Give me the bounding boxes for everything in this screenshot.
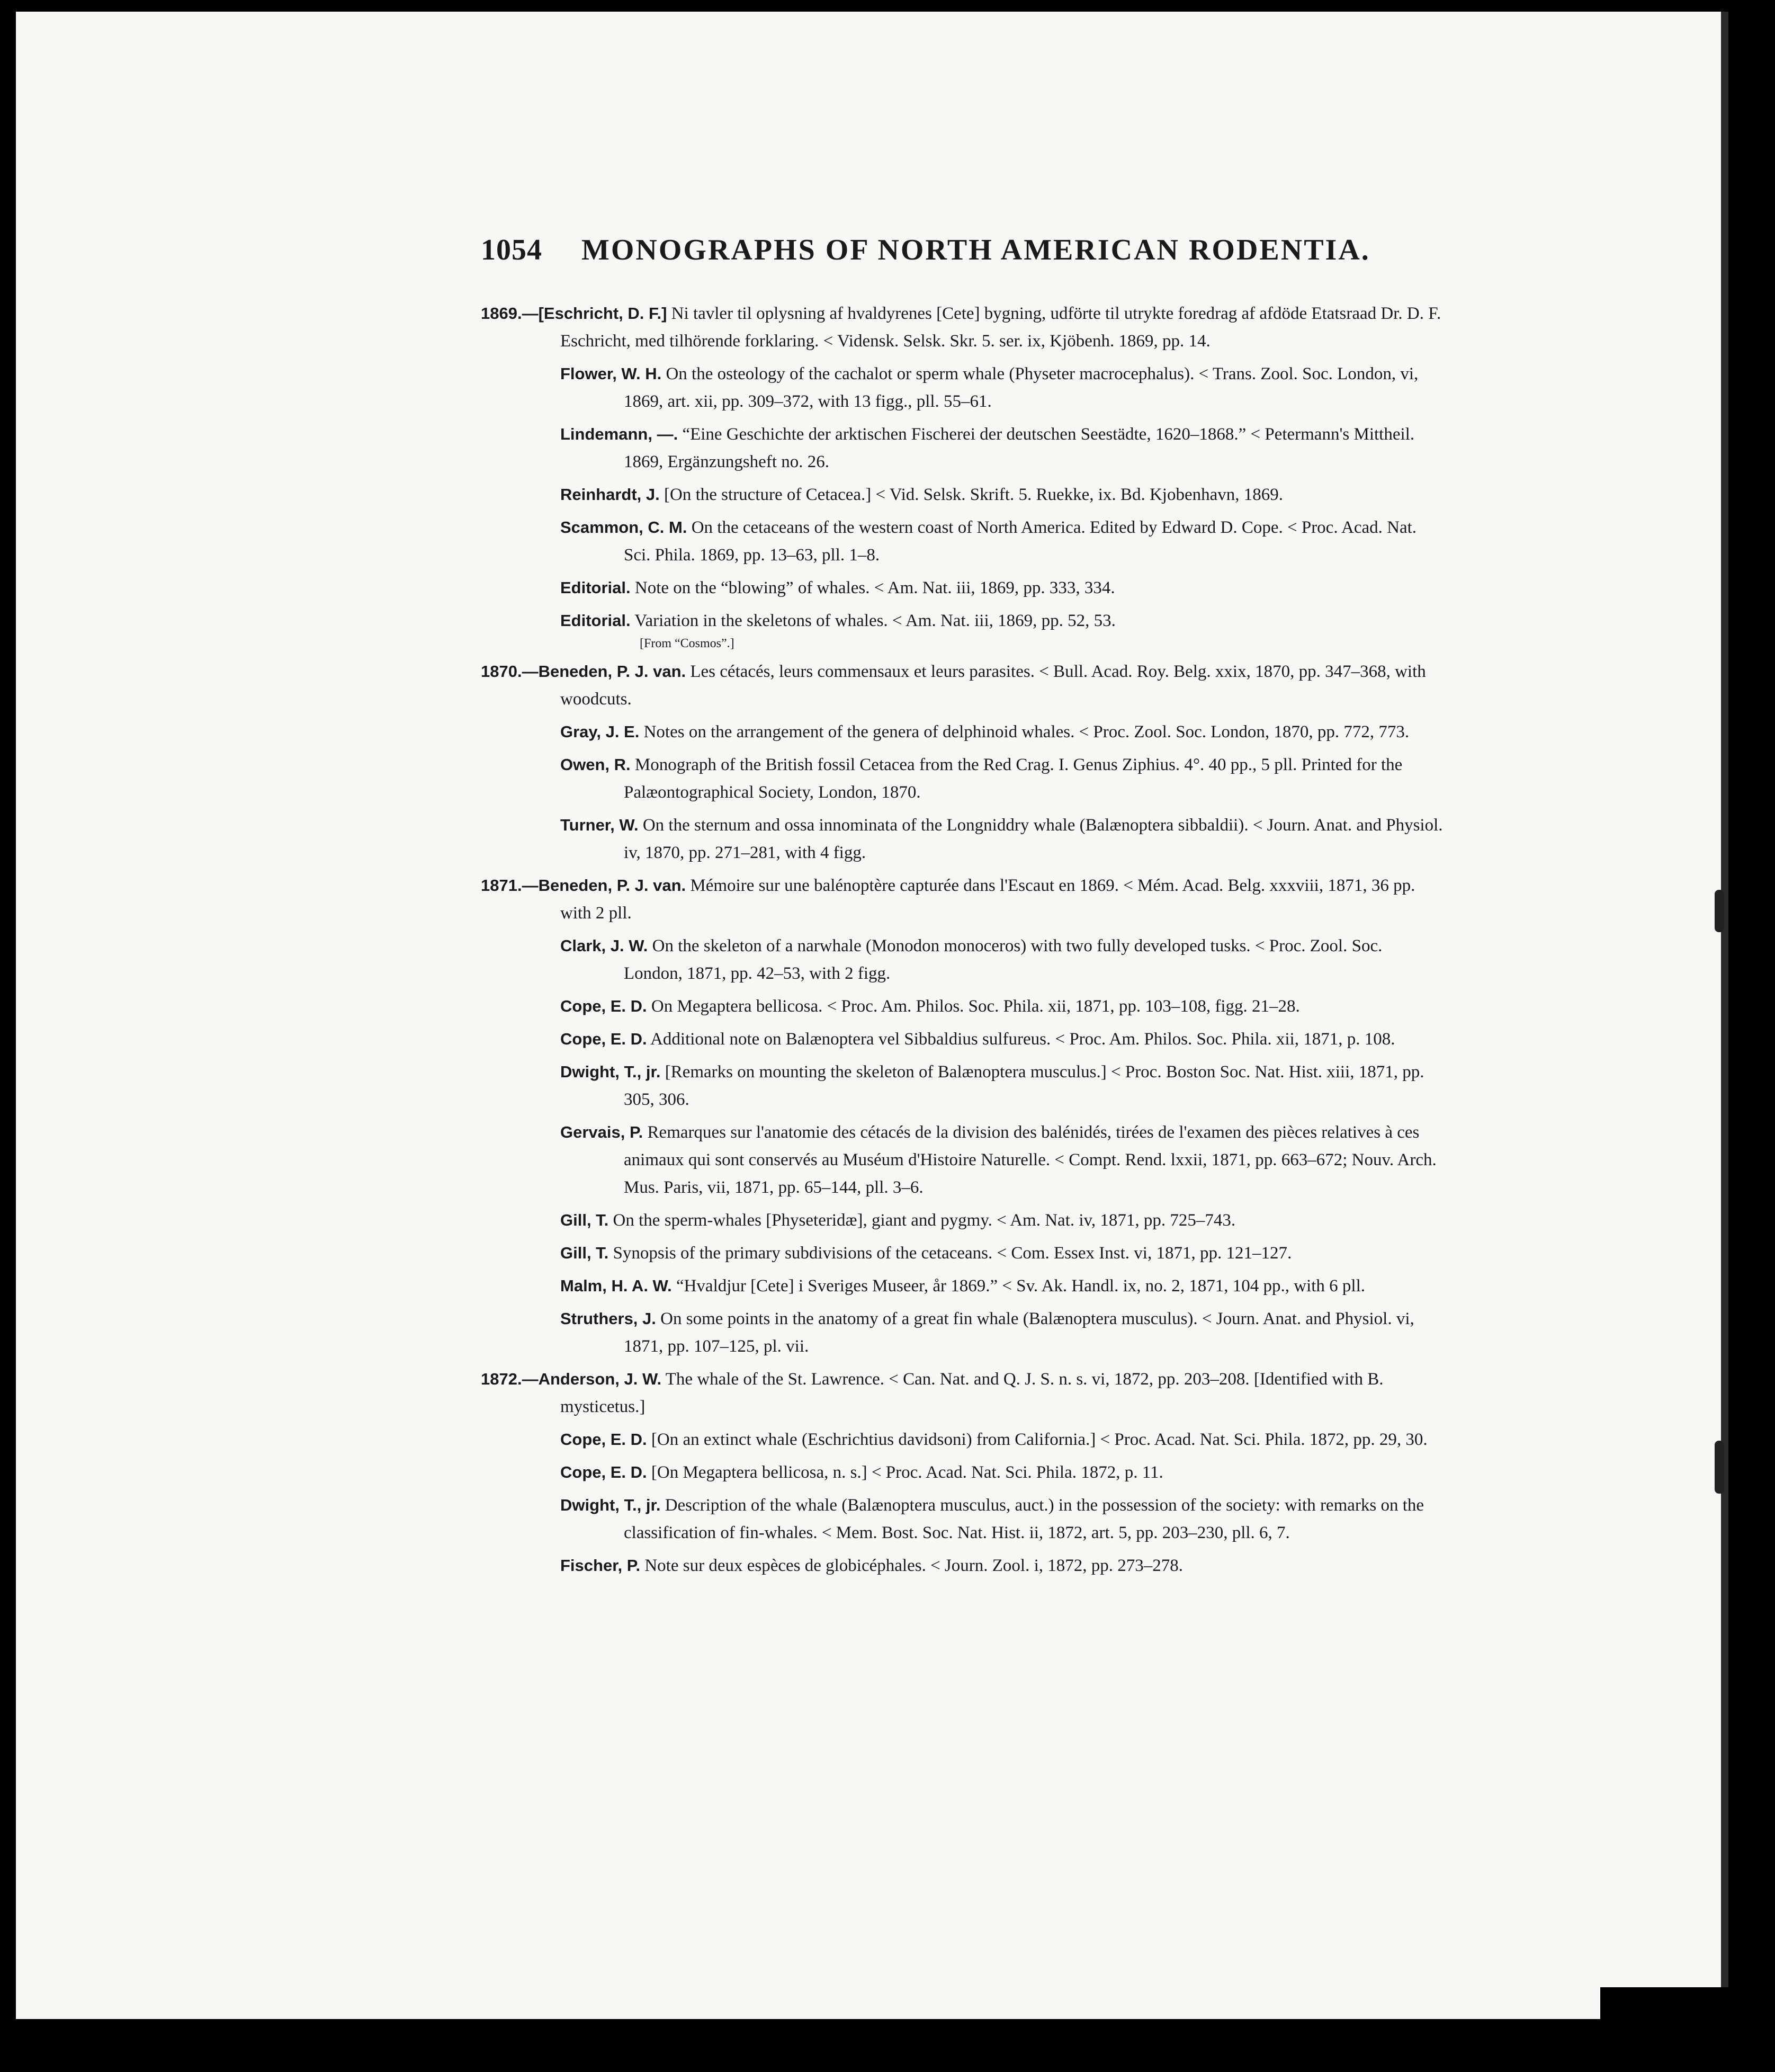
entry-author: Owen, R. (560, 755, 631, 774)
entry-reference: [Remarks on mounting the skeleton of Balænoptera musculus.] < Proc. Boston Soc. Nat. Hist. xiii, 1871, pp. 305, 306. (624, 1062, 1424, 1109)
entry-author: Gray, J. E. (560, 722, 640, 741)
entry-author: Editorial. (560, 611, 631, 630)
bibliography-entry (481, 1207, 1445, 1234)
entry-reference: On the osteology of the cachalot or sperm whale (Physeter macrocephalus). < Trans. Zool. Soc. London, vi, 1869, art. xii, pp. 309–372, with 13 figg., pll. 55–61. (624, 364, 1419, 411)
entry-reference: “Hvaldjur [Cete] i Sveriges Museer, år 1869.” < Sv. Ak. Handl. ix, no. 2, 1871, 104 pp., with 6 pll. (671, 1276, 1366, 1296)
entry-author: Cope, E. D. (560, 997, 647, 1015)
entry-reference: On the sperm-whales [Physeteridæ], giant and pygmy. < Am. Nat. iv, 1871, pp. 725–743. (608, 1211, 1236, 1230)
entry-reference: On the sternum and ossa innominata of the Longniddry whale (Balænoptera sibbaldii). < Journ. Anat. and Physiol. iv, 1870, pp. 271–281, with 4 figg. (624, 816, 1443, 862)
entry-author: Turner, W. (560, 816, 639, 834)
bibliography-entry (481, 1459, 1445, 1486)
bibliography-entry (481, 300, 1445, 355)
bibliography-entry (481, 932, 1445, 987)
bibliography-entry (481, 993, 1445, 1020)
entry-reference: [On an extinct whale (Eschrichtius davidsoni) from California.] < Proc. Acad. Nat. Sci. Phila. 1872, pp. 29, 30. (647, 1430, 1428, 1449)
entry-author: Cope, E. D. (560, 1030, 647, 1048)
entry-reference: Synopsis of the primary subdivisions of the cetaceans. < Com. Essex Inst. vi, 1871, pp. 121–127. (608, 1244, 1292, 1263)
entry-reference: Description of the whale (Balænoptera musculus, auct.) in the possession of the society: with remarks on the classification of fin-whales. < Mem. Bost. Soc. Nat. Hist. ii, 1872, art. 5, pp. 203–230, pll. 6, 7. (624, 1496, 1424, 1542)
entry-reference: Les cétacés, leurs commensaux et leurs parasites. < Bull. Acad. Roy. Belg. xxix, 1870, pp. 347–368, with woodcuts. (560, 662, 1426, 709)
entry-author: Gill, T. (560, 1244, 609, 1262)
entry-author: Cope, E. D. (560, 1430, 647, 1449)
entry-author: Reinhardt, J. (560, 485, 660, 504)
bibliography-entry (481, 481, 1445, 508)
running-title: MONOGRAPHS OF NORTH AMERICAN RODENTIA. (581, 234, 1370, 266)
entry-author: Cope, E. D. (560, 1463, 647, 1481)
page-edge-rule (1721, 12, 1728, 2024)
bibliography-entry (481, 1272, 1445, 1300)
scan-border (1600, 1987, 1733, 2046)
bibliography-entry (481, 1058, 1445, 1113)
entry-reference: Additional note on Balænoptera vel Sibbaldius sulfureus. < Proc. Am. Philos. Soc. Phila. xii, 1871, p. 108. (647, 1030, 1395, 1049)
entry-author: Anderson, J. W. (538, 1370, 662, 1388)
bibliography-entry (481, 574, 1445, 602)
entry-reference: [On Megaptera bellicosa, n. s.] < Proc. Acad. Nat. Sci. Phila. 1872, p. 11. (647, 1463, 1163, 1482)
entry-author: Dwight, T., jr. (560, 1062, 661, 1081)
entry-reference: Monograph of the British fossil Cetacea from the Red Crag. I. Genus Ziphius. 4°. 40 pp., 5 pll. Printed for the Palæontographical Society, London, 1870. (624, 755, 1403, 802)
entry-reference: On the skeleton of a narwhale (Monodon monoceros) with two fully developed tusks. < Proc. Zool. Soc. London, 1871, pp. 42–53, with 2 figg. (624, 936, 1383, 983)
entry-year: 1870.— (481, 662, 539, 681)
bibliography-entry (481, 1305, 1445, 1360)
entry-author: Malm, H. A. W. (560, 1276, 672, 1295)
entry-author: Gervais, P. (560, 1123, 643, 1141)
bibliography-entry (481, 811, 1445, 867)
binding-mark (1715, 890, 1724, 932)
entry-author: Gill, T. (560, 1211, 609, 1229)
bibliography-entry (481, 1365, 1445, 1421)
page-number: 1054 (481, 234, 542, 266)
page-header (481, 229, 1370, 271)
bibliography-entry (481, 1492, 1445, 1547)
entry-reference: Remarques sur l'anatomie des cétacés de la division des balénidés, tirées de l'examen des pièces relatives à ces animaux qui sont conservés au Muséum d'Histoire Naturelle. < Compt. Rend. lxxii, 1871, pp. 663–672; Nouv. Arch. Mus. Paris, vii, 1871, pp. 65–144, pll. 3–6. (624, 1123, 1437, 1197)
entry-reference: The whale of the St. Lawrence. < Can. Nat. and Q. J. S. n. s. vi, 1872, pp. 203–208. [Identified with B. mysticetus.] (560, 1370, 1384, 1416)
bibliography-entry (481, 360, 1445, 415)
bibliography-entry (481, 421, 1445, 476)
entry-author: Scammon, C. M. (560, 518, 687, 537)
entry-author: Lindemann, —. (560, 425, 678, 443)
entry-reference: On Megaptera bellicosa. < Proc. Am. Philos. Soc. Phila. xii, 1871, pp. 103–108, figg. 21–28. (647, 997, 1300, 1016)
entry-author: Struthers, J. (560, 1309, 656, 1328)
bibliography-entry (481, 872, 1445, 927)
bibliography-entry (481, 718, 1445, 746)
entry-author: Dwight, T., jr. (560, 1496, 661, 1514)
entry-author: Clark, J. W. (560, 936, 648, 955)
entry-reference: “Eine Geschichte der arktischen Fischerei der deutschen Seestädte, 1620–1868.” < Petermann's Mittheil. 1869, Ergänzungsheft no. 26. (624, 425, 1415, 471)
entry-author: Beneden, P. J. van. (538, 662, 686, 681)
bibliography-entry (481, 607, 1445, 653)
bibliography-entry (481, 1552, 1445, 1579)
entry-year: 1869.— (481, 304, 539, 323)
entry-author: Flower, W. H. (560, 364, 662, 383)
entry-author: [Eschricht, D. F.] (538, 304, 667, 323)
entry-author: Editorial. (560, 578, 631, 597)
entry-reference: Variation in the skeletons of whales. < Am. Nat. iii, 1869, pp. 52, 53. (630, 611, 1116, 630)
entry-reference: Note sur deux espèces de globicéphales. < Journ. Zool. i, 1872, pp. 273–278. (640, 1556, 1184, 1575)
bibliography-entry (481, 514, 1445, 569)
entry-reference: On some points in the anatomy of a great fin whale (Balænoptera musculus). < Journ. Anat. and Physiol. vi, 1871, pp. 107–125, pl. vii. (624, 1309, 1414, 1356)
bibliography-entry (481, 1119, 1445, 1201)
bibliography-entry (481, 1025, 1445, 1053)
bibliography-entry (481, 658, 1445, 713)
entry-reference: Note on the “blowing” of whales. < Am. Nat. iii, 1869, pp. 333, 334. (630, 578, 1115, 597)
entry-reference: [On the structure of Cetacea.] < Vid. Selsk. Skrift. 5. Ruekke, ix. Bd. Kjobenhavn, 1869. (659, 485, 1283, 504)
entry-reference: On the cetaceans of the western coast of North America. Edited by Edward D. Cope. < Proc. Acad. Nat. Sci. Phila. 1869, pp. 13–63, pll. 1–8. (624, 518, 1417, 565)
entry-reference: Ni tavler til oplysning af hvaldyrenes [Cete] bygning, udförte til utrykte foredrag af afdöde Etatsraad Dr. D. F. Eschricht, med tilhörende forklaring. < Vidensk. Selsk. Skr. 5. ser. ix, Kjöbenh. 1869, pp. 14. (560, 304, 1441, 351)
entry-year: 1871.— (481, 876, 539, 895)
entry-reference: Mémoire sur une balénoptère capturée dans l'Escaut en 1869. < Mém. Acad. Belg. xxxviii, 1871, 36 pp. with 2 pll. (560, 876, 1415, 923)
bibliography-entry (481, 1239, 1445, 1267)
entry-year: 1872.— (481, 1370, 539, 1388)
entry-author: Fischer, P. (560, 1556, 641, 1575)
bibliography-entry (481, 1426, 1445, 1453)
entry-reference: Notes on the arrangement of the genera of delphinoid whales. < Proc. Zool. Soc. London, 1870, pp. 772, 773. (639, 722, 1410, 742)
binding-mark (1715, 1441, 1724, 1494)
bibliography-entry (481, 751, 1445, 806)
bibliography (481, 300, 1445, 1585)
entry-author: Beneden, P. J. van. (538, 876, 686, 895)
entry-note: [From “Cosmos”.] (640, 637, 734, 650)
